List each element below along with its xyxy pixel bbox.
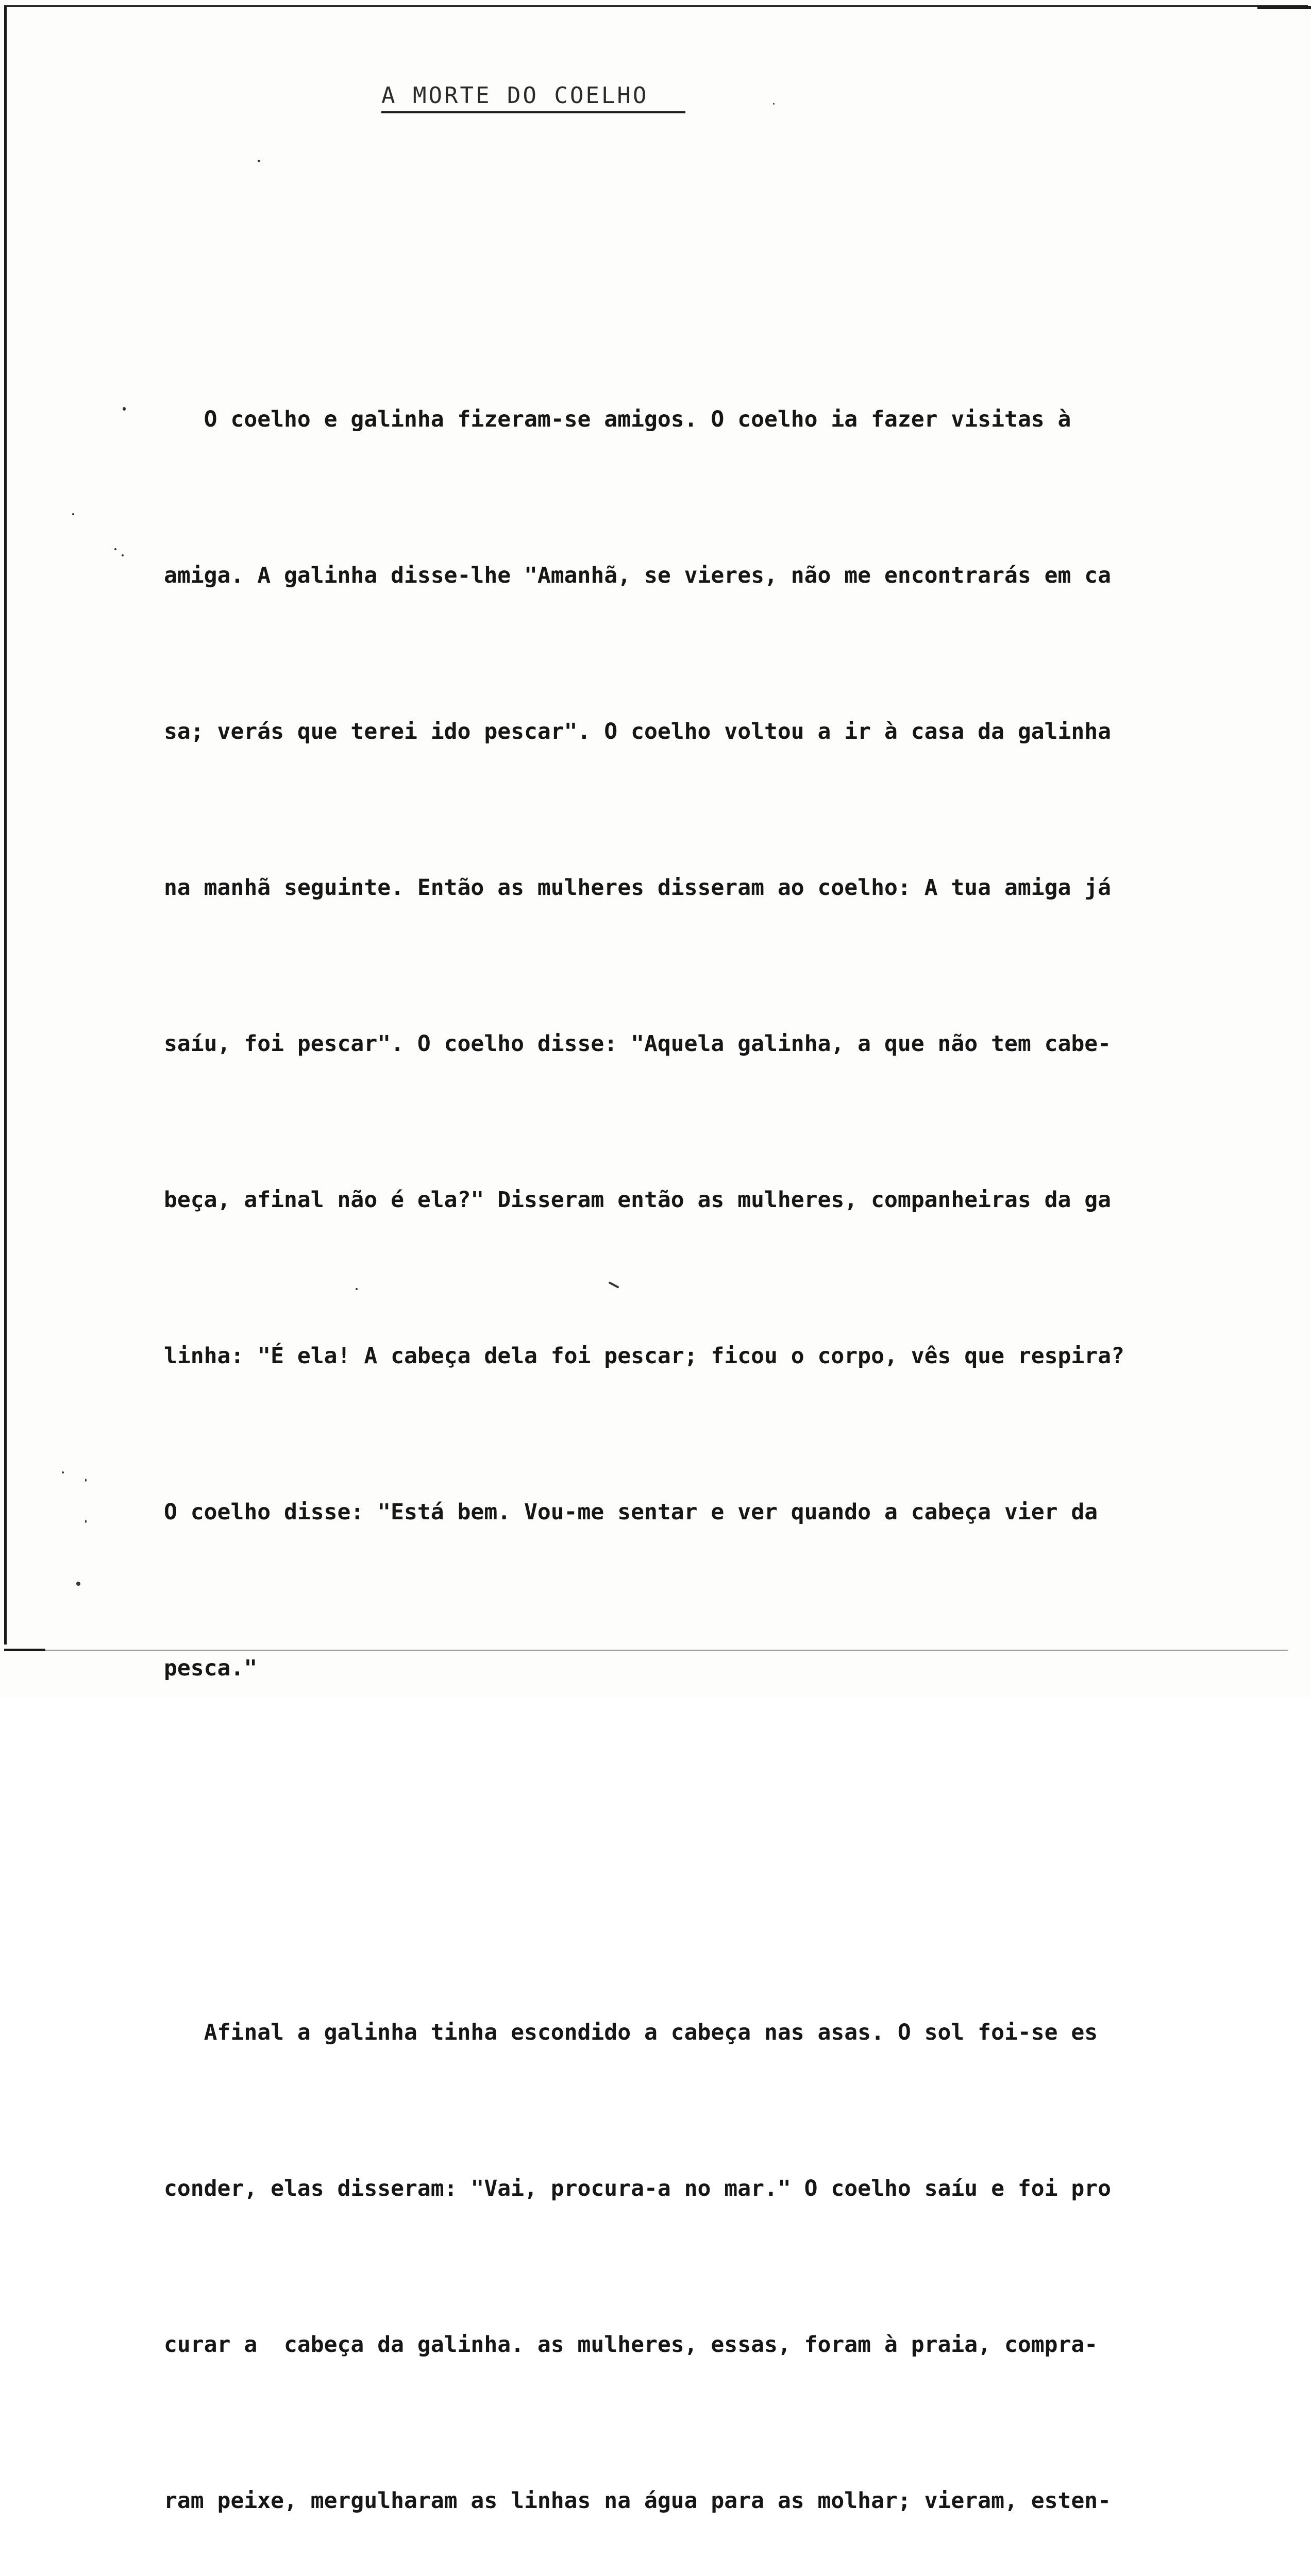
text-line: O coelho e galinha fizeram-se amigos. O coelho ia fazer visitas à <box>164 406 1071 432</box>
scan-speck <box>62 1471 64 1473</box>
text-line: conder, elas disseram: "Vai, procura-a no mar." O coelho saíu e foi pro <box>164 2176 1112 2201</box>
text-line: O coelho disse: "Está bem. Vou-me sentar e ver quando a cabeça vier da <box>164 1499 1098 1525</box>
document-title: A MORTE DO COELHO <box>381 82 649 109</box>
text-line: saíu, foi pescar". O coelho disse: "Aquela galinha, a que não tem cabe- <box>164 1031 1112 1057</box>
text-line: na manhã seguinte. Então as mulheres disseram ao coelho: A tua amiga já <box>164 875 1112 901</box>
scan-speck <box>85 1520 87 1523</box>
paragraph <box>164 290 1298 1799</box>
scan-speck <box>356 1288 358 1290</box>
scan-speck <box>773 103 775 105</box>
scan-border-top-right <box>1257 6 1311 9</box>
text-line: Afinal a galinha tinha escondido a cabeça nas asas. O sol foi-se es <box>164 2020 1098 2045</box>
scan-border-bottom-left <box>4 1649 45 1651</box>
text-line: pesca." <box>164 1655 258 1681</box>
scan-border-top <box>4 5 1308 7</box>
scan-speck <box>123 407 126 411</box>
text-line: beça, afinal não é ela?" Disseram então as mulheres, companheiras da ga <box>164 1187 1112 1213</box>
text-line: linha: "É ela! A cabeça dela foi pescar; ficou o corpo, vês que respira? <box>164 1343 1124 1369</box>
title-underline <box>381 111 685 113</box>
scan-speck <box>85 1479 87 1482</box>
scan-speck <box>72 513 74 515</box>
scan-speck <box>258 160 260 162</box>
scan-border-left <box>4 6 7 1645</box>
scan-speck <box>122 554 124 556</box>
text-line: ram peixe, mergulharam as linhas na água para as molhar; vieram, esten- <box>164 2488 1112 2514</box>
document-body <box>164 185 1298 2576</box>
text-line: curar a cabeça da galinha. as mulheres, essas, foram à praia, compra- <box>164 2332 1098 2358</box>
paragraph <box>164 1903 1298 2576</box>
scan-speck <box>114 548 116 550</box>
scan-speck <box>76 1582 80 1586</box>
text-line: amiga. A galinha disse-lhe "Amanhã, se vieres, não me encontrarás em ca <box>164 563 1112 588</box>
text-line: sa; verás que terei ido pescar". O coelho voltou a ir à casa da galinha <box>164 719 1112 744</box>
